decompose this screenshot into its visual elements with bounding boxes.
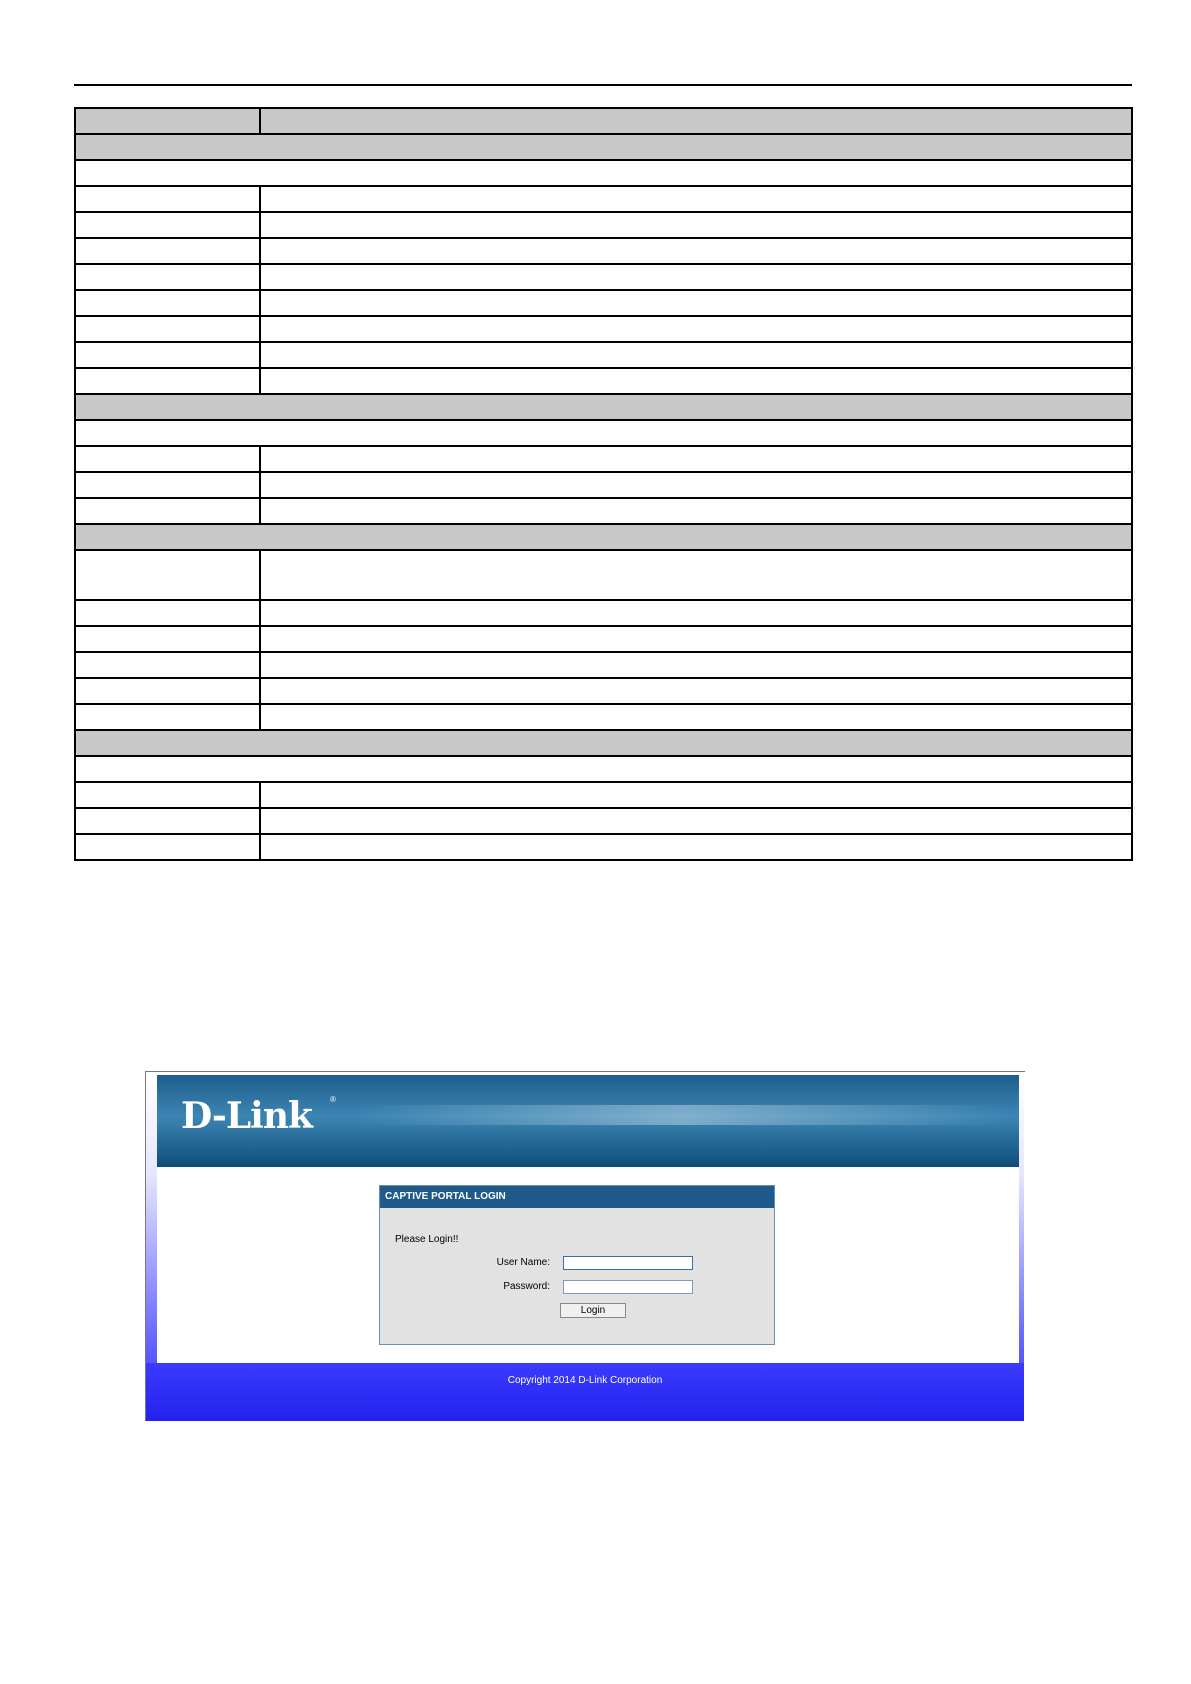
table-cell: [75, 808, 260, 834]
table-section-row: [75, 730, 1132, 756]
table-cell: [75, 238, 260, 264]
table-cell: [75, 730, 1132, 756]
table-row: [75, 678, 1132, 704]
table-cell: [260, 550, 1132, 600]
table-row: [75, 600, 1132, 626]
parameter-table: [74, 107, 1133, 861]
username-label: User Name:: [496, 1257, 550, 1268]
table-subsection-row: [75, 756, 1132, 782]
table-subsection-row: [75, 420, 1132, 446]
table-subsection-row: [75, 160, 1132, 186]
table-row: [75, 212, 1132, 238]
table-row: [75, 368, 1132, 394]
table-cell: [260, 368, 1132, 394]
table-cell: [75, 524, 1132, 550]
table-section-row: [75, 394, 1132, 420]
login-button[interactable]: Login: [560, 1303, 626, 1318]
table-cell: [75, 550, 260, 600]
table-cell: [75, 600, 260, 626]
table-cell: [260, 600, 1132, 626]
table-header-row: [75, 108, 1132, 134]
password-label: Password:: [503, 1281, 550, 1292]
table-row: [75, 472, 1132, 498]
table-cell: [260, 652, 1132, 678]
username-input[interactable]: [563, 1256, 693, 1270]
header-banner: [157, 1075, 1019, 1167]
table-row: [75, 782, 1132, 808]
table-cell: [75, 134, 1132, 160]
table-cell: [260, 782, 1132, 808]
table-cell: [260, 808, 1132, 834]
table-cell: [260, 342, 1132, 368]
table-section-row: [75, 524, 1132, 550]
table-row: [75, 834, 1132, 860]
table-cell: [260, 238, 1132, 264]
login-panel-title: CAPTIVE PORTAL LOGIN: [380, 1186, 774, 1208]
table-cell: [75, 678, 260, 704]
table-cell: [75, 394, 1132, 420]
table-cell: [75, 704, 260, 730]
captive-portal-screenshot: [145, 1071, 1025, 1421]
table-cell: [260, 186, 1132, 212]
table-cell: [75, 368, 260, 394]
table-cell: [260, 834, 1132, 860]
table-cell: [260, 498, 1132, 524]
table-row: [75, 808, 1132, 834]
table-row: [75, 264, 1132, 290]
header-rule: [74, 84, 1132, 86]
table-cell: [260, 290, 1132, 316]
table-row: [75, 186, 1132, 212]
table-cell: [75, 160, 1132, 186]
table-cell: [75, 626, 260, 652]
table-cell: [75, 342, 260, 368]
copyright-text: Copyright 2014 D-Link Corporation: [507, 1375, 663, 1386]
table-row: [75, 704, 1132, 730]
table-cell: [75, 446, 260, 472]
table-cell: [260, 264, 1132, 290]
table-row: [75, 550, 1132, 600]
table-cell: [75, 420, 1132, 446]
banner-highlight: [357, 1105, 1007, 1125]
table-row: [75, 652, 1132, 678]
table-row: [75, 342, 1132, 368]
table-cell: [260, 212, 1132, 238]
table-cell: [75, 756, 1132, 782]
table-cell: [260, 626, 1132, 652]
footer-bar: [146, 1363, 1024, 1421]
table-section-row: [75, 134, 1132, 160]
table-cell: [260, 446, 1132, 472]
table-cell: [75, 652, 260, 678]
registered-mark: ®: [330, 1095, 336, 1104]
table-cell: [260, 704, 1132, 730]
table-row: [75, 316, 1132, 342]
frame-border: [145, 1071, 1025, 1072]
table-cell: [75, 212, 260, 238]
table-cell: [75, 290, 260, 316]
table-cell: [75, 186, 260, 212]
table-cell: [75, 316, 260, 342]
table-cell: [75, 472, 260, 498]
table-cell: [260, 472, 1132, 498]
table-cell: [75, 108, 260, 134]
login-prompt: Please Login!!: [395, 1234, 459, 1245]
login-panel: [379, 1185, 775, 1345]
table-row: [75, 446, 1132, 472]
table-cell: [75, 498, 260, 524]
table-row: [75, 498, 1132, 524]
table-cell: [260, 316, 1132, 342]
table-row: [75, 290, 1132, 316]
table-cell: [260, 678, 1132, 704]
table-cell: [260, 108, 1132, 134]
dlink-logo: D-Link: [181, 1095, 312, 1137]
table-cell: [75, 264, 260, 290]
table-cell: [75, 782, 260, 808]
password-input[interactable]: [563, 1280, 693, 1294]
table-row: [75, 626, 1132, 652]
table-row: [75, 238, 1132, 264]
table-cell: [75, 834, 260, 860]
